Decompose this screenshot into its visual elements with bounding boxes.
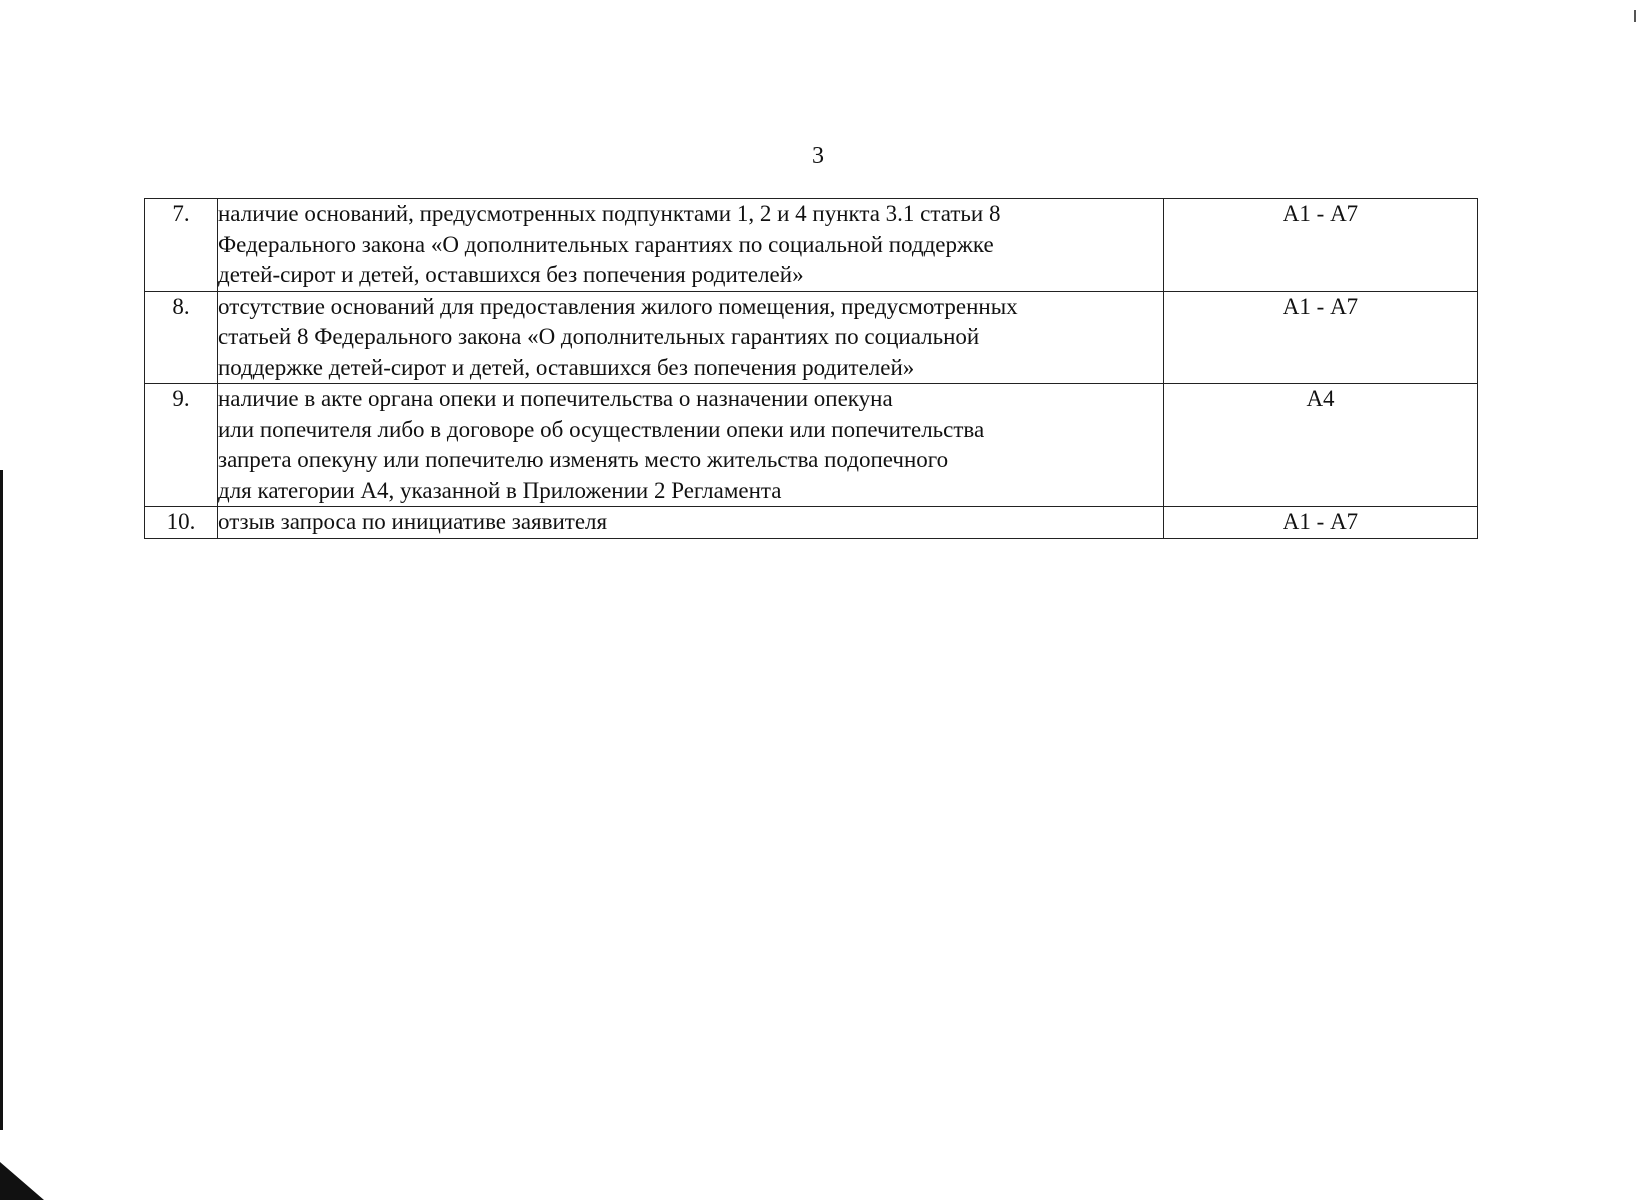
grounds-table bbox=[144, 198, 1478, 539]
description-line: запрета опекуну или попечителю изменять место жительства подопечного bbox=[218, 447, 949, 472]
row-description bbox=[218, 199, 1164, 292]
table-row bbox=[145, 507, 1478, 539]
table-row bbox=[145, 291, 1478, 384]
row-category: А1 - А7 bbox=[1164, 199, 1478, 292]
description-line: поддержке детей-сирот и детей, оставшихся без попечения родителей» bbox=[218, 354, 915, 380]
description-line: для категории А4, указанной в Приложении 2 Регламента bbox=[218, 477, 782, 503]
description-line: отсутствие оснований для предоставления жилого помещения, предусмотренных bbox=[218, 293, 1018, 319]
row-description bbox=[218, 291, 1164, 384]
table-row bbox=[145, 384, 1478, 507]
description-line: наличие в акте органа опеки и попечительства о назначении опекуна bbox=[218, 386, 893, 411]
row-number: 10. bbox=[145, 507, 218, 539]
scan-corner-shadow bbox=[0, 1162, 44, 1200]
row-number: 8. bbox=[145, 291, 218, 384]
row-description bbox=[218, 384, 1164, 507]
row-number: 9. bbox=[145, 384, 218, 507]
row-number: 7. bbox=[145, 199, 218, 292]
row-category: А4 bbox=[1164, 384, 1478, 507]
description-line: или попечителя либо в договоре об осуществлении опеки или попечительства bbox=[218, 416, 985, 442]
description-line: наличие оснований, предусмотренных подпунктами 1, 2 и 4 пункта 3.1 статьи 8 bbox=[218, 201, 1001, 226]
description-line: отзыв запроса по инициативе заявителя bbox=[218, 509, 608, 534]
description-line: детей-сирот и детей, оставшихся без попечения родителей» bbox=[218, 262, 804, 287]
scan-edge-shadow bbox=[0, 470, 3, 1130]
table-row bbox=[145, 199, 1478, 292]
row-category: А1 - А7 bbox=[1164, 291, 1478, 384]
description-line: статьей 8 Федерального закона «О дополнительных гарантиях по социальной bbox=[218, 324, 980, 349]
page-number: 3 bbox=[812, 143, 824, 169]
description-line: Федерального закона «О дополнительных гарантиях по социальной поддержке bbox=[218, 231, 994, 257]
row-category: А1 - А7 bbox=[1164, 507, 1478, 539]
row-description bbox=[218, 507, 1164, 539]
